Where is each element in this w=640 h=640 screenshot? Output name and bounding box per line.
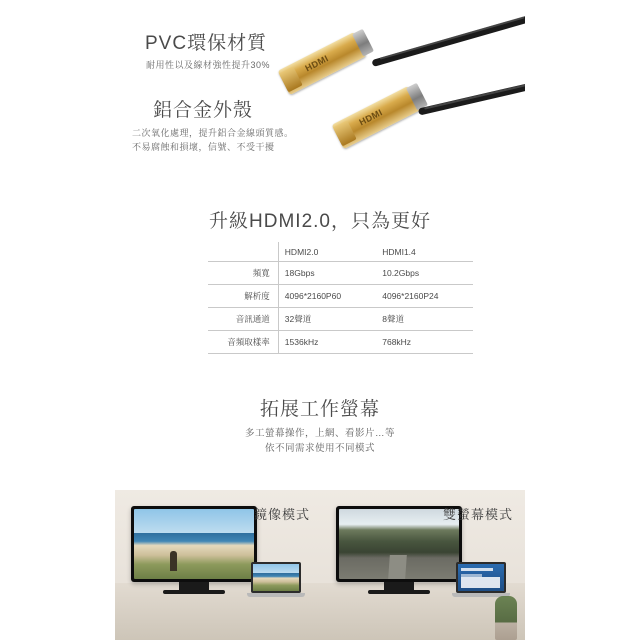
table-row xyxy=(208,285,473,308)
spec-col-header-blank xyxy=(208,242,278,262)
desktop-ui-image xyxy=(458,564,504,591)
extend-section-subtitle xyxy=(115,426,525,456)
spec-section xyxy=(115,174,525,370)
extend-section xyxy=(115,372,525,488)
spec-col-header-hdmi14: HDMI1.4 xyxy=(376,242,473,262)
hero-section xyxy=(115,0,525,172)
hero-title-aluminum: 鋁合金外殼 xyxy=(153,100,254,121)
laptop-screen xyxy=(253,564,299,591)
table-row xyxy=(208,262,473,285)
spec-row-label: 解析度 xyxy=(208,285,278,308)
connector-hdmi-label-upper: HDMI xyxy=(303,53,331,74)
spec-section-title: 升級HDMI2.0，只為更好 xyxy=(209,211,431,232)
extend-section-title: 拓展工作螢幕 xyxy=(259,399,380,420)
hero-subtitle-aluminum xyxy=(132,126,294,154)
laptop-lid xyxy=(251,562,301,593)
photo-dual-screen-mode xyxy=(320,490,525,640)
spec-comparison-table xyxy=(208,242,473,354)
table-row xyxy=(208,308,473,331)
hero-subtitle-aluminum-line2: 不易腐蝕和損壞，信號、不受干擾 xyxy=(132,142,275,152)
beach-scene-image xyxy=(253,564,299,591)
beach-scene-image xyxy=(134,509,254,579)
spec-row-label: 頻寬 xyxy=(208,262,278,285)
hero-subtitle-pvc: 耐用性以及線材強性提升30% xyxy=(146,60,271,70)
photo-mirror-mode xyxy=(115,490,320,640)
spec-row-value-hdmi20: 18Gbps xyxy=(278,262,376,285)
hdmi-connector-upper xyxy=(278,32,367,95)
extend-subtitle-line1: 多工螢幕操作，上網、看影片…等 xyxy=(244,428,395,439)
connector-tip-icon xyxy=(333,120,357,146)
spec-row-value-hdmi20: 1536kHz xyxy=(278,331,376,354)
laptop-device xyxy=(452,562,510,598)
spec-row-value-hdmi20: 4096*2160P60 xyxy=(278,285,376,308)
cable-cord-highlight-upper xyxy=(380,16,525,59)
hdmi-cable-image xyxy=(265,8,525,158)
monitor-display xyxy=(131,506,257,582)
road-scene-image xyxy=(339,509,459,579)
photo-label-mirror: 鏡像模式 xyxy=(253,507,310,522)
monitor-screen xyxy=(134,509,254,579)
monitor-base xyxy=(368,590,430,594)
spec-row-value-hdmi20: 32聲道 xyxy=(278,308,376,331)
table-header-row xyxy=(208,242,473,262)
spec-row-label: 音訊通道 xyxy=(208,308,278,331)
extend-subtitle-line2: 依不同需求使用不同模式 xyxy=(264,443,375,454)
hdmi-connector-lower xyxy=(332,86,421,149)
spec-row-value-hdmi14: 768kHz xyxy=(376,331,473,354)
spec-col-header-hdmi20: HDMI2.0 xyxy=(278,242,376,262)
hero-title-pvc: PVC環保材質 xyxy=(145,33,268,54)
hero-subtitle-aluminum-line1: 二次氧化處理，提升鋁合金線頭質感。 xyxy=(132,128,294,138)
person-silhouette-icon xyxy=(170,551,177,571)
ui-content-block xyxy=(461,577,500,588)
laptop-base xyxy=(247,593,305,597)
potted-plant-decor xyxy=(495,596,517,640)
spec-row-value-hdmi14: 4096*2160P24 xyxy=(376,285,473,308)
spec-row-label: 音頻取樣率 xyxy=(208,331,278,354)
photo-section xyxy=(115,490,525,640)
spec-row-value-hdmi14: 10.2Gbps xyxy=(376,262,473,285)
connector-hdmi-label-lower: HDMI xyxy=(357,107,385,128)
monitor-base xyxy=(163,590,225,594)
table-row xyxy=(208,331,473,354)
laptop-screen xyxy=(458,564,504,591)
photo-label-dual-screen: 雙螢幕模式 xyxy=(442,507,513,522)
connector-collar-icon xyxy=(352,29,374,57)
monitor-screen xyxy=(339,509,459,579)
connector-tip-icon xyxy=(279,66,303,92)
spec-row-value-hdmi14: 8聲道 xyxy=(376,308,473,331)
ui-bar-primary xyxy=(461,568,493,571)
laptop-device xyxy=(247,562,305,598)
laptop-lid xyxy=(456,562,506,593)
